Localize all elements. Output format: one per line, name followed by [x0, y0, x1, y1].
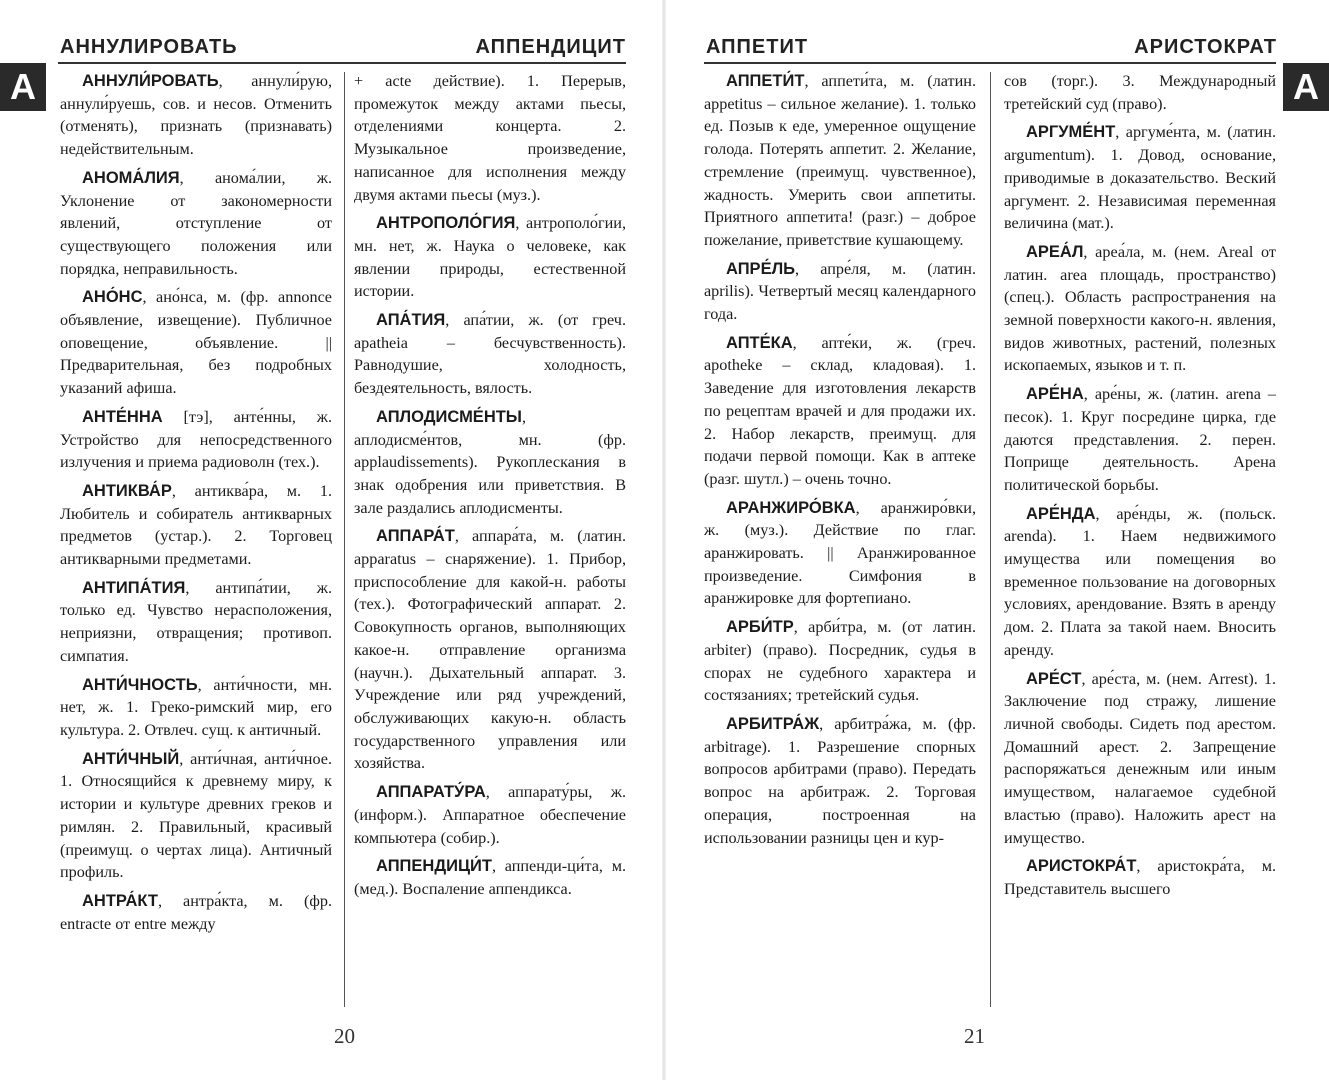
- entry: [1004, 855, 1276, 900]
- entry: [354, 406, 626, 520]
- headword: АНТРОПОЛО́ГИЯ: [376, 214, 516, 233]
- headword: АНОМА́ЛИЯ: [82, 168, 180, 187]
- headword: АППАРА́Т: [376, 527, 455, 546]
- entry: [60, 577, 332, 668]
- entry: [704, 616, 976, 707]
- definition: , арбитра́жа, м. (фр. arbitrage). 1. Разрешение спорных вопросов арбитрами (право). Передать вопрос на арбитраж. 2. Торговая операция, построенная на использовании разницы цен и кур-: [704, 714, 976, 847]
- entry: [1004, 503, 1276, 662]
- definition: , антрополо́гии, мн. нет, ж. Наука о человеке, как явлении природы, естественной истории.: [354, 214, 626, 301]
- definition: , ареа́ла, м. (нем. Areal от латин. area площадь, пространство) (спец.). Область распространения на земной поверхности какого-н. явления, видов животных, растений, полезных ископаемых, языков и т. п.: [1004, 242, 1276, 375]
- column-divider: [344, 72, 345, 1007]
- thumb-index-letter: А: [0, 63, 46, 111]
- entry-continuation: [1004, 70, 1276, 115]
- definition: , аппети́та, м. (латин. appetitus – сильное желание). 1. только ед. Позыв к еде, умеренное ощущение голода. Потерять аппетит. 2. Желание, стремление (преимущ. чувственное), жадность. Умерить свои аппетиты. Приятного аппетита! (разг.) – доброе пожелание, приветствие кушающему.: [704, 72, 976, 249]
- headword: АРАНЖИРО́ВКА: [726, 498, 856, 517]
- left-page: [0, 0, 664, 1080]
- entry: [704, 258, 976, 326]
- definition: , аргуме́нта, м. (латин. argumentum). 1. Довод, основание, приводимые в доказательство. Веский аргумент. 2. Независимая переменная величина (мат.).: [1004, 123, 1276, 233]
- entry: [704, 497, 976, 611]
- headword: АРБИТРА́Ж: [726, 714, 820, 733]
- running-head-right: АППЕНДИЦИТ: [475, 36, 626, 58]
- headword: АНТРА́КТ: [82, 891, 158, 910]
- entry: [60, 286, 332, 400]
- headword: АНТИПА́ТИЯ: [82, 578, 186, 597]
- definition: , аре́ста, м. (нем. Arrest). 1. Заключение под стражу, лишение личной свободы. Сидеть под арестом. Домашний арест. 2. Запрещение распоряжаться денежным или иным имуществом, налагаемое судебной властью (право). Наложить арест на имущество.: [1004, 669, 1276, 847]
- headword: АНТИ́ЧНОСТЬ: [82, 675, 198, 694]
- entry: [60, 70, 332, 161]
- entry: [60, 167, 332, 281]
- definition: , апа́тии, ж. (от греч. apatheia – бесчувственность). Равнодушие, холодность, бездеятельность, вялость.: [354, 311, 626, 398]
- entry: [1004, 383, 1276, 497]
- headword: АРЕА́Л: [1026, 242, 1084, 261]
- definition: , арби́тра, м. (от латин. arbiter) (право). Посредник, судья в спорах не судебного характера и состязаниях; третейский судья.: [704, 618, 976, 705]
- definition: , аристокра́та, м. Представитель высшего: [1004, 857, 1276, 898]
- definition: , аппара́та, м. (латин. apparatus – снаряжение). 1. Прибор, приспособление для какой-н. работы (тех.). Фотографический аппарат. 2. Совокупность органов, выполняющих какое-н. отправление организма (научн.). Дыхательный аппарат. 3. Учреждение или ряд учреждений, обслуживающих какую-н. область государственного управления или хозяйства.: [354, 527, 626, 773]
- definition: [тэ], анте́нны, ж. Устройство для непосредственного излучения и приема радиоволн (тех.).: [60, 407, 332, 472]
- entry: [60, 480, 332, 571]
- running-head-left: АННУЛИРОВАТЬ: [60, 36, 238, 58]
- definition: , антра́кта, м. (фр. entracte от entre между: [60, 891, 332, 933]
- headword: АПА́ТИЯ: [376, 311, 446, 330]
- definition: сов (торг.). 3. Международный третейский суд (право).: [1004, 72, 1276, 113]
- definition: , апте́ки, ж. (греч. apotheke – склад, кладовая). 1. Заведение для изготовления лекарств по рецептам врачей и для продажи их. 2. Набор лекарств, преимущ. для подачи первой помощи. Как в аптеке (разг. шутл.) – очень точно.: [704, 333, 976, 488]
- thumb-index-letter: А: [1283, 63, 1329, 111]
- definition: , анти́чная, анти́чное. 1. Относящийся к древнему миру, к истории и культуре древних греков и римлян. 2. Правильный, красивый (преимущ. о чертах лица). Античный профиль.: [60, 749, 332, 882]
- headword: АППЕТИ́Т: [726, 72, 805, 90]
- entry: [354, 781, 626, 849]
- entry: [704, 332, 976, 491]
- headword: АРЕ́СТ: [1026, 669, 1082, 688]
- definition-cont: сов. и несов. Отменить (отменять), признать (признавать) недействительным.: [60, 94, 332, 159]
- definition: , аплодисме́нтов, мн. (фр. applaudissements). Рукоплескания в знак одобрения или приветствия. В зале раздались аплодисменты.: [354, 407, 626, 517]
- entry: [354, 855, 626, 900]
- headword: АППЕНДИЦИ́Т: [376, 857, 492, 876]
- header-rule: [58, 62, 626, 64]
- headword: АНТЕ́ННА: [82, 407, 163, 426]
- headword: АРГУМЕ́НТ: [1026, 123, 1116, 142]
- entry: [354, 309, 626, 400]
- headword: АПТЕ́КА: [726, 333, 793, 352]
- definition: , аннули́рую, аннули́руешь,: [60, 72, 332, 113]
- entry: [354, 525, 626, 775]
- headword: АРЕ́НДА: [1026, 504, 1096, 523]
- definition: , антиква́ра, м. 1. Любитель и собиратель антикварных предметов (устар.). 2. Торговец антикварными предметами.: [60, 481, 332, 569]
- headword: АРЕ́НА: [1026, 385, 1084, 404]
- right-page-column-2: [1004, 70, 1276, 1020]
- headword: АПЛОДИСМЕ́НТЫ: [376, 407, 522, 426]
- entry: [704, 70, 976, 252]
- definition: , ано́нса, м. (фр. annonce объявление, извещение). Публичное оповещение, объявление. || Предварительная, без подробных указаний афиша.: [60, 288, 332, 398]
- left-page-column-2: [354, 70, 626, 1020]
- headword: АНТИКВА́Р: [82, 481, 172, 500]
- entry-continuation: [354, 70, 626, 206]
- entry: [60, 890, 332, 935]
- page-number: 21: [964, 1024, 985, 1048]
- entry: [60, 406, 332, 474]
- entry: [1004, 121, 1276, 235]
- running-head-right: АРИСТОКРАТ: [1134, 36, 1277, 58]
- running-head-left: АППЕТИТ: [706, 36, 809, 58]
- headword: АППАРАТУ́РА: [376, 783, 486, 802]
- headword: АРИСТОКРА́Т: [1026, 857, 1137, 876]
- headword: АНО́НС: [82, 288, 143, 307]
- page-number: 20: [334, 1024, 355, 1048]
- entry: [1004, 668, 1276, 850]
- left-page-column-1: [60, 70, 332, 1020]
- headword: АРБИ́ТР: [726, 618, 794, 637]
- entry: [1004, 241, 1276, 377]
- entry: [60, 748, 332, 884]
- definition: , аре́нды, ж. (польск. arenda). 1. Наем недвижимого имущества или помещения во временное пользование на договорных условиях, арендование. Взять в аренду дом. 2. Плата за такой наем. Вносить аренду.: [1004, 504, 1276, 659]
- entry: [704, 713, 976, 849]
- definition: , аре́ны, ж. (латин. arena – песок). 1. Круг посредине цирка, где даются представления. 2. перен. Поприще деятельность. Арена политической борьбы.: [1004, 385, 1276, 494]
- headword: АНТИ́ЧНЫЙ: [82, 749, 180, 768]
- definition: , анти́чности, мн. нет, ж. 1. Греко-римский мир, его культура. 2. Отвлеч. сущ. к античный.: [60, 675, 332, 739]
- headword: АПРЕ́ЛЬ: [726, 259, 796, 278]
- definition: , аппарату́ры, ж. (информ.). Аппаратное обеспечение компьютера (собир.).: [354, 783, 626, 847]
- definition: + acte действие). 1. Перерыв, промежуток между актами пьесы, отделениями концерта. 2. Музыкальное произведение, написанное для исполнения между двумя актами пьесы (муз.).: [354, 72, 626, 204]
- definition: , аппенди-ци́та, м. (мед.). Воспаление аппендикса.: [354, 857, 626, 898]
- definition: , антипа́тии, ж. только ед. Чувство нерасположения, неприязни, отвращения; противоп. симпатия.: [60, 578, 332, 665]
- column-divider: [990, 72, 991, 1007]
- entry: [354, 212, 626, 303]
- entry: [60, 674, 332, 742]
- header-rule: [704, 62, 1276, 64]
- right-page: [664, 0, 1329, 1080]
- definition: , апре́ля, м. (латин. aprilis). Четвертый месяц календарного года.: [704, 259, 976, 324]
- headword: АННУЛИ́РОВАТЬ: [82, 72, 219, 90]
- right-page-column-1: [704, 70, 976, 1020]
- definition: , аранжиро́вки, ж. (муз.). Действие по глаг. аранжировать. || Аранжированное произведение. Симфония в аранжировке для фортепиано.: [704, 498, 976, 608]
- definition: , анома́лии, ж. Уклонение от закономерности явлений, отступление от существующего положения или порядка, неправильность.: [60, 168, 332, 278]
